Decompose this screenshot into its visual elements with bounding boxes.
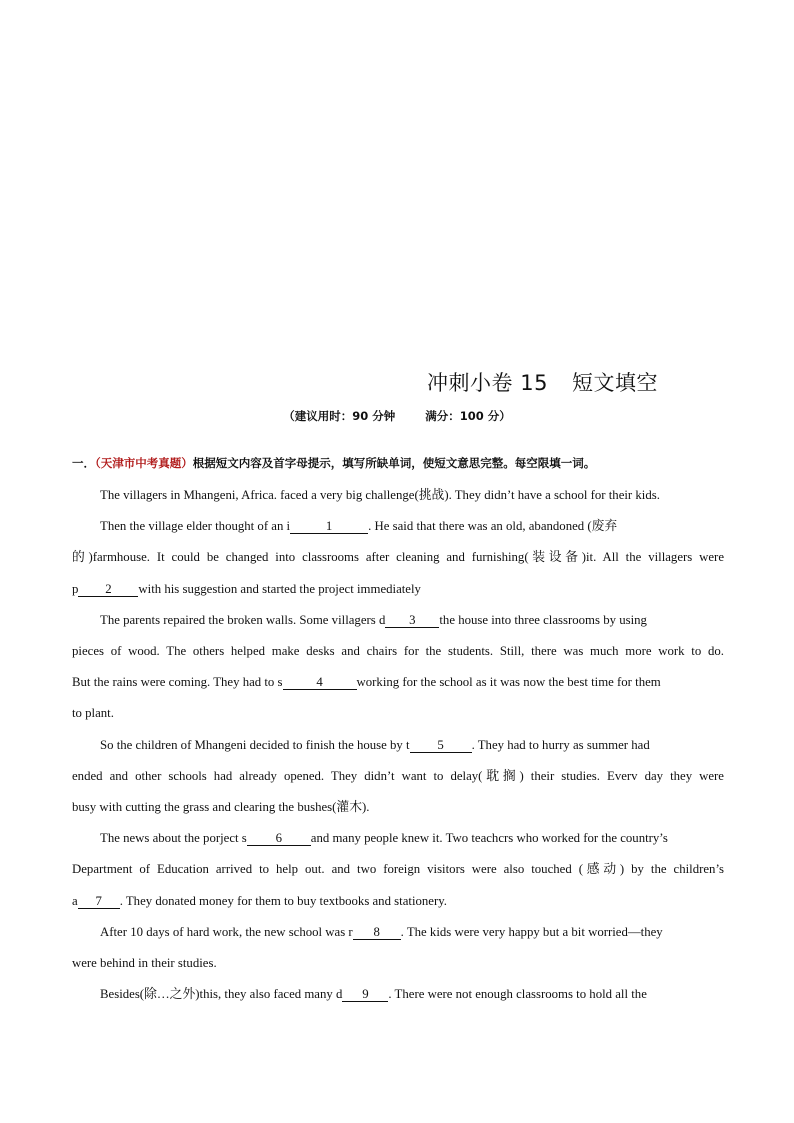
passage-line: [100, 737, 724, 753]
passage-text: But the rains were coming. They had to s: [72, 675, 283, 689]
passage-text: The parents repaired the broken walls. Some villagers d: [100, 613, 386, 627]
passage-text: p: [72, 582, 79, 596]
passage-line: [100, 924, 724, 940]
passage-text: . They had to hurry as summer had: [471, 738, 650, 752]
passage-text: Besides(除…之外)this, they also faced many d: [100, 987, 343, 1001]
passage-text: and many people knew it. Two teachcrs who worked for the country’s: [310, 831, 668, 845]
answer-blank-1[interactable]: 1: [290, 520, 368, 534]
suggested-time: （建议用时：90 分钟: [283, 409, 396, 423]
passage-text: The news about the porject s: [100, 831, 247, 845]
passage-text: working for the school as it was now the best time for them: [356, 675, 661, 689]
passage-line: [72, 768, 724, 784]
passage-text: . They donated money for them to buy textbooks and stationery.: [119, 894, 448, 908]
passage-line: [100, 986, 724, 1002]
passage-text: to plant.: [72, 706, 114, 720]
passage-line: [72, 674, 724, 690]
answer-blank-3[interactable]: 3: [385, 614, 439, 628]
passage-line: [72, 861, 724, 877]
answer-blank-7[interactable]: 7: [78, 895, 120, 909]
passage-line: [72, 549, 724, 565]
passage-text: pieces of wood. The others helped make desks and chairs for the students. Still, there was much more work to do.: [72, 644, 724, 658]
passage-line: [72, 799, 724, 815]
passage-text: After 10 days of hard work, the new school was r: [100, 925, 353, 939]
passage-text: So the children of Mhangeni decided to finish the house by t: [100, 738, 410, 752]
title-main: 冲刺小卷 15: [427, 371, 548, 395]
section-instruction: 根据短文内容及首字母提示，填写所缺单词，使短文意思完整。每空限填一词。: [192, 456, 596, 470]
passage-line: [72, 581, 724, 597]
answer-blank-4[interactable]: 4: [283, 676, 357, 690]
passage-text: the house into three classrooms by using: [439, 613, 647, 627]
passage-line: [100, 612, 724, 628]
title-topic: 短文填空: [571, 371, 658, 395]
passage-text: were behind in their studies.: [72, 956, 217, 970]
passage-line: [100, 830, 724, 846]
source-tag: （天津市中考真题）: [95, 456, 193, 470]
passage-line: [100, 487, 724, 503]
exam-info: [0, 408, 794, 424]
section-heading: [72, 455, 732, 471]
passage-text: a: [72, 894, 78, 908]
passage-text: The villagers in Mhangeni, Africa. faced a very big challenge(挑战). They didn’t have a school for their kids.: [100, 488, 660, 502]
passage-line: [72, 955, 724, 971]
answer-blank-8[interactable]: 8: [353, 926, 401, 940]
passage-text: ended and other schools had already opened. They didn’t want to delay(耽搁) their studies. Everv day they were: [72, 769, 724, 783]
passage-text: Department of Education arrived to help out. and two foreign visitors were also touched (感动) by the children’s: [72, 862, 724, 876]
answer-blank-5[interactable]: 5: [410, 739, 472, 753]
answer-blank-9[interactable]: 9: [342, 988, 388, 1002]
passage-text: . He said that there was an old, abandoned (废弃: [368, 519, 618, 533]
page-title: [0, 367, 794, 397]
answer-blank-6[interactable]: 6: [247, 832, 311, 846]
passage-text: busy with cutting the grass and clearing the bushes(灌木).: [72, 800, 370, 814]
passage-line: [72, 643, 724, 659]
passage-line: [72, 893, 724, 909]
section-number: 一．: [72, 456, 95, 470]
passage-text: with his suggestion and started the project immediately: [138, 582, 421, 596]
passage-text: . The kids were very happy but a bit worried—they: [400, 925, 663, 939]
passage-line: [72, 705, 724, 721]
passage-line: [100, 518, 724, 534]
passage-text: . There were not enough classrooms to hold all the: [388, 987, 647, 1001]
answer-blank-2[interactable]: 2: [78, 583, 138, 597]
passage-text: 的)farmhouse. It could be changed into classrooms after cleaning and furnishing(装设备)it. All the villagers were: [72, 550, 724, 564]
full-score: 满分：100 分）: [425, 409, 511, 423]
passage-text: Then the village elder thought of an i: [100, 519, 291, 533]
